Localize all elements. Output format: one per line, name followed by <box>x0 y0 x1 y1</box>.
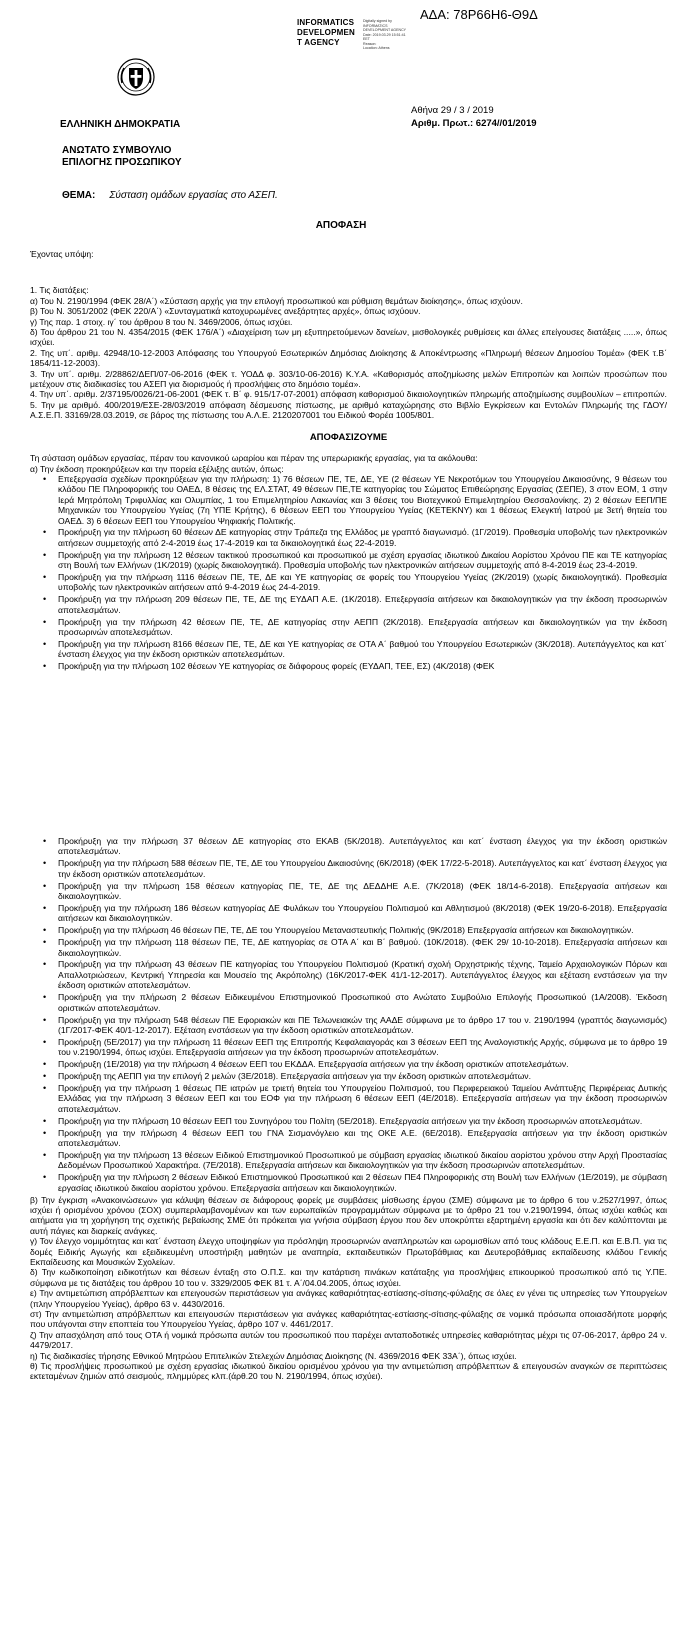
bullet-list-a <box>30 474 667 672</box>
signature-organization: INFORMATICS DEVELOPMEN T AGENCY <box>297 18 356 47</box>
ada-code: ΑΔΑ: 78Ρ66Η6-Θ9Δ <box>420 7 538 22</box>
greek-coat-of-arms-icon <box>116 57 156 97</box>
digital-signature <box>297 18 447 60</box>
list-item: • Προκήρυξη (1Ε/2018) για την πλήρωση 4 θέσεων ΕΕΠ του ΕΚΔΔΑ. Επεξεργασία αιτήσεων για την έκδοση οριστικών αποτελεσμάτων. <box>30 1059 667 1069</box>
decision-intro: α) Την έκδοση προκηρύξεων και την πορεία εξέλιξης αυτών, όπως: <box>30 463 284 474</box>
provision-item: 1. Τις διατάξεις: <box>30 285 89 296</box>
date-block <box>411 104 537 130</box>
paragraph: γ) Τον έλεγχο νομιμότητας και κατ΄ ένσταση έλεγχο υποψηφίων για πρόσληψη προσωρινών αναπληρωτών και ωρομισθίων από τους κλάδους Ε.Ε.Π. και Ε.Β.Π. για τις δομές Ειδικής Αγωγής και εξειδικευμένη υποστήριξη μαθητών με αναπηρία, εκπαιδευτικών Πρωτοβάθμιας και Δευτεροβάθμιας εκπαίδευσης κλάδου Γενικής Εκπαίδευσης και Μουσικών Σχολείων. <box>30 1236 667 1267</box>
list-item: • Προκήρυξη για την πλήρωση 43 θέσεων ΠΕ κατηγορίας του Υπουργείου Πολιτισμού (Κρατική σχολή Ορχηστρικής τέχνης, Ταμείο Αρχαιολογικών Πόρων και Απαλλοτριώσεων, Κεντρική Υπηρεσία και Μουσείο της Ακρόπολης) (16Κ/2017-ΦΕΚ 41/1-12-2017). Αυτεπάγγελτος έλεγχος και εξέταση ενστάσεων για την έκδοση οριστικών αποτελεσμάτων. <box>30 959 667 990</box>
decision-intro: Τη σύσταση ομάδων εργασίας, πέραν του κανονικού ωραρίου και πέραν της υπερωριακής εργασίας, για τα ακόλουθα: <box>30 453 478 464</box>
paragraph: ε) Την αντιμετώπιση απρόβλεπτων και επειγουσών περιστάσεων για ανάγκες καθαριότητας-εστίασης-σίτισης-φύλαξης σε όλες εν γένει τις υπηρεσίες των Υπουργείων (πλην Υπουργείου Υγείας), άρθρο 63 ν. 4430/2016. <box>30 1288 667 1309</box>
list-item: • Προκήρυξη για την πλήρωση 102 θέσεων ΥΕ κατηγορίας σε διάφορους φορείς (ΕΥΔΑΠ, ΤΕΕ, ΕΣ) (4Κ/2018) (ΦΕΚ <box>30 661 667 671</box>
paragraph: θ) Τις προσλήψεις προσωπικού με σχέση εργασίας ιδιωτικού δικαίου ορισμένου χρόνου για την αντιμετώπιση απρόβλεπτων & επειγουσών αναγκών σε περιπτώσεις εκτεταμένων ζημιών από σεισμούς, πλημμύρες κλπ.(άρθ.20 του Ν. 2190/1994, όπως ισχύει). <box>30 1361 667 1382</box>
document-body-page2 <box>30 836 667 1382</box>
paragraph: ζ) Την απασχόληση από τους ΟΤΑ ή νομικά πρόσωπα αυτών του προσωπικού που παρέχει ανταποδοτικές υπηρεσίες καθαριότητας μέχρι τις 07-06-2017, άρθρο 24 ν. 4479/2017. <box>30 1329 667 1351</box>
we-decide-heading: ΑΠΟΦΑΣΙΖΟΥΜΕ <box>309 431 388 443</box>
decision-title: ΑΠΟΦΑΣΗ <box>315 220 367 231</box>
provision-item: 3. Την υπ΄. αριθμ. 2/28862/ΔΕΠ/07-06-2016 (ΦΕΚ τ. ΥΟΔΔ φ. 303/10-06-2016) Κ.Υ.Α. «Καθορισμός αποζημίωσης μελών Επιτροπών και λοιπών προσώπων που μετέχουν στις διαδικασίες του ΑΣΕΠ για διορισμούς ή προσλήψεις στο δημόσιο τομέα». <box>30 368 667 390</box>
list-item: • Προκήρυξη για την πλήρωση 8166 θέσεων ΠΕ, ΤΕ, ΔΕ και ΥΕ κατηγορίας σε ΟΤΑ Α΄ βαθμού του Υπουργείου Εσωτερικών (3Κ/2018). Αυτεπάγγελτος και κατ΄ ένσταση έλεγχος για την έκδοση οριστικών αποτελεσμάτων. <box>30 639 667 660</box>
paragraph: η) Τις διαδικασίες τήρησης Εθνικού Μητρώου Επιτελικών Στελεχών Δημόσιας Διοίκησης (Ν. 4369/2016 ΦΕΚ 33Α΄), όπως ισχύει. <box>30 1350 517 1361</box>
bullet-list-b <box>30 836 667 1193</box>
having-regard: Έχοντας υπόψη: <box>30 249 94 259</box>
list-item: • Προκήρυξη για την πλήρωση 209 θέσεων ΠΕ, ΤΕ, ΔΕ της ΕΥΔΑΠ Α.Ε. (1Κ/2018). Επεξεργασία αιτήσεων και δικαιολογητικών για την έκδοση προσωρινών αποτελεσμάτων. <box>30 594 667 615</box>
tail-paragraphs <box>30 1195 667 1382</box>
list-item: • Προκήρυξη για την πλήρωση 13 θέσεων Ειδικού Επιστημονικού Προσωπικού με σύμβαση εργασίας ιδιωτικού δικαίου αορίστου χρόνου στην Αρχή Προστασίας Δεδομένων Προσωπικού Χαρακτήρα. (7Ε/2018). Επεξεργασία αιτήσεων και δικαιολογητικών για την έκδοση προσωρινών αποτελεσμάτων. <box>30 1150 667 1171</box>
provision-item: δ) Του άρθρου 21 του Ν. 4354/2015 (ΦΕΚ 176/Α΄) «Διαχείριση των μη εξυπηρετούμενων δανείων, μισθολογικές ρυθμίσεις και άλλες επείγουσες διατάξεις .....», όπως ισχύει. <box>30 327 667 348</box>
list-item: • Προκήρυξη για την πλήρωση 1116 θέσεων ΠΕ, ΤΕ, ΔΕ και ΥΕ κατηγορίας σε φορείς του Υπουργείου Υγείας (2Κ/2019) (χωρίς δικαιολογητικά). Προθεσμία υποβολής των ηλεκτρονικών αιτήσεων από 9-4-2019 έως 24-4-2019. <box>30 572 667 593</box>
paragraph: στ) Την αντιμετώπιση απρόβλεπτων και επειγουσών περιστάσεων για ανάγκες καθαριότητας-εστίασης-σίτισης-φύλαξης σε νομικά πρόσωπα οποιασδήποτε μορφής που υπάγονται στην εποπτεία του Υπουργείου Υγείας, άρθρο 107 ν. 4461/2017. <box>30 1308 667 1330</box>
signature-details: Digitally signed by INFORMATICS DEVELOPMENT AGENCY Date: 2019.03.29 15:51:41 EET Reason: Location: Athens <box>363 19 407 50</box>
provisions-list <box>30 285 667 420</box>
protocol-number: Αριθμ. Πρωτ.: 6274//01/2019 <box>411 118 537 129</box>
list-item: • Προκήρυξη για την πλήρωση 186 θέσεων κατηγορίας ΔΕ Φυλάκων του Υπουργείου Πολιτισμού και Αθλητισμού (8Κ/2018) (ΦΕΚ 19/20-6-2018). Επεξεργασία αιτήσεων και δικαιολογητικών. <box>30 903 667 924</box>
list-item: • Προκήρυξη για την πλήρωση 4 θέσεων ΕΕΠ του ΓΝΑ Σισμανόγλειο και της ΟΚΕ Α.Ε. (6Ε/2018). Επεξεργασία αιτήσεων για την έκδοση οριστικών αποτελεσμάτων. <box>30 1128 667 1149</box>
list-item: • Προκήρυξη για την πλήρωση 158 θέσεων κατηγορίας ΠΕ, ΤΕ, ΔΕ της ΔΕΔΔΗΕ Α.Ε. (7Κ/2018) (ΦΕΚ 18/14-6-2018). Επεξεργασία αιτήσεων και δικαιολογητικών. <box>30 881 667 902</box>
list-item: • Προκήρυξη για την πλήρωση 60 θέσεων ΔΕ κατηγορίας στην Τράπεζα της Ελλάδος με γραπτό διαγωνισμό. (1Γ/2019). Προθεσμία υποβολής των ηλεκτρονικών αιτήσεων συμμετοχής από 2-4-2019 έως 17-4-2019 και τα δικαιολογητικά έως 22-4-2019. <box>30 527 667 548</box>
republic-label: ΕΛΛΗΝΙΚΗ ΔΗΜΟΚΡΑΤΙΑ <box>60 119 181 130</box>
list-item: • Προκήρυξη για την πλήρωση 588 θέσεων ΠΕ, ΤΕ, ΔΕ του Υπουργείου Δικαιοσύνης (6Κ/2018) (ΦΕΚ 17/22-5-2018). Αυτεπάγγελτος και κατ΄ ένσταση έλεγχος για την έκδοση οριστικών αποτελεσμάτων. <box>30 858 667 879</box>
provision-item: γ) Της παρ. 1 στοιχ. ιγ΄ του άρθρου 8 του Ν. 3469/2006, όπως ισχύει. <box>30 316 293 327</box>
paragraph: β) Την έγκριση «Ανακοινώσεων» για κάλυψη θέσεων σε διάφορους φορείς με συμβάσεις μίσθωσης έργου (ΣΜΕ) σύμφωνα με το άρθρο 6 του ν.2527/1997, όπως ισχύει ή ορισμένου χρόνου (ΣΟΧ) συμπεριλαμβανομένων και των ευρωπαϊκών προγραμμάτων σύμφωνα με το άρθρο 21 του ν.2190/1994, όπως ισχύει καθώς και αιτήματα για τη χορήγηση της σχετικής βεβαίωσης ΣΜΕ ότι πρόκειται για γνήσια σύμβαση έργου που δεν υποκρύπτει εξαρτημένη εργασία και ότι δεν καλύπτονται με αυτή πάγιες και διαρκείς ανάγκες. <box>30 1194 667 1236</box>
paragraph: δ) Την κωδικοποίηση ειδικοτήτων και θέσεων ένταξη στο Ο.Π.Σ. και την κατάρτιση πινάκων κατάταξης για προσλήψεις επικουρικού προσωπικού από τις Υ.ΠΕ. σύμφωνα με τις διατάξεις του άρθρου 10 του ν. 3329/2005 ΦΕΚ 81 τ. Α΄/04.04.2005, όπως ισχύει. <box>30 1267 667 1288</box>
provision-item: 4. Την υπ΄. αριθμ. 2/37195/0026/21-06-2001 (ΦΕΚ τ. Β΄ φ. 915/17-07-2001) απόφαση καθορισμού δικαιολογητικών πληρωμής αποζημίωσης συμβουλίων – επιτροπών. <box>30 389 667 400</box>
list-item: • Προκήρυξη για την πλήρωση 12 θέσεων τακτικού προσωπικού και προσωπικού με σχέση εργασίας ιδιωτικού Δικαίου Αορίστου Χρόνου ΠΕ και ΤΕ κατηγορίας στη Βουλή των Ελλήνων (1Κ/2019) (χωρίς δικαιολογητικά). Προθεσμία υποβολής των ηλεκτρονικών αιτήσεων συμμετοχής από 8-4-2019 έως 23-4-2019. <box>30 550 667 571</box>
list-item: • Προκήρυξη για την πλήρωση 118 θέσεων ΠΕ, ΤΕ, ΔΕ κατηγορίας σε ΟΤΑ Α΄ και Β΄ βαθμού. (10Κ/2018). (ΦΕΚ 29/ 10-10-2018). Επεξεργασία αιτήσεων και δικαιολογητικών. <box>30 937 667 958</box>
provision-item: 5. Την με αριθμό. 400/2019/ΕΣΕ-28/03/2019 απόφαση δέσμευσης πίστωσης, με αριθμό καταχώρησης στο Βιβλίο Εγκρίσεων και Εντολών Πληρωμής της ΓΔΟΥ/Α.Σ.Ε.Π. 33169/28.03.2019, σε βάρος της πίστωσης του Α.Λ.Ε. 2120207001 του Ειδικού Φορέα 1005/801. <box>30 399 667 421</box>
provision-item: β) Του Ν. 3051/2002 (ΦΕΚ 220/Α΄) «Συνταγματικά κατοχυρωμένες ανεξάρτητες αρχές», όπως ισχύουν. <box>30 306 421 317</box>
list-item: • Προκήρυξη για την πλήρωση 46 θέσεων ΠΕ, ΤΕ, ΔΕ του Υπουργείου Μεταναστευτικής Πολιτικής (9Κ/2018) Επεξεργασία αιτήσεων και δικαιολογητικών. <box>30 925 667 935</box>
subject-line <box>62 190 278 201</box>
document-body <box>30 249 667 673</box>
list-item: • Προκήρυξη για την πλήρωση 2 θέσεων Ειδικευμένου Επιστημονικού Προσωπικού στο Ανώτατο Συμβούλιο Επιλογής Προσωπικού (1Α/2008). Έκδοση οριστικών αποτελεσμάτων. <box>30 992 667 1013</box>
list-item: • Προκήρυξη για την πλήρωση 548 θέσεων ΠΕ Εφοριακών και ΠΕ Τελωνειακών της ΑΑΔΕ σύμφωνα με το άρθρο 17 του ν. 2190/1994 (γραπτός διαγωνισμός) (1Γ/2017-ΦΕΚ 40/1-12-2017). Εξέταση ενστάσεων για την έκδοση οριστικών αποτελεσμάτων. <box>30 1015 667 1036</box>
list-item: • Προκήρυξη για την πλήρωση 2 θέσεων Ειδικού Επιστημονικού Προσωπικού και 2 θέσεων ΠΕ4 Πληροφορικής στη Βουλή των Ελλήνων (1Ε/2019), με σύμβαση εργασίας ιδιωτικού δικαίου αορίστου χρόνου. Επεξεργασία αιτήσεων και δικαιολογητικών. <box>30 1172 667 1193</box>
list-item: • Προκήρυξη για την πλήρωση 10 θέσεων ΕΕΠ του Συνηγόρου του Πολίτη (5Ε/2018). Επεξεργασία αιτήσεων για την έκδοση προσωρινών αποτελεσμάτων. <box>30 1116 667 1126</box>
list-item: • Προκήρυξη για την πλήρωση 37 θέσεων ΔΕ κατηγορίας στο ΕΚΑΒ (5Κ/2018). Αυτεπάγγελτος και κατ΄ ένσταση έλεγχος για την έκδοση οριστικών αποτελεσμάτων. <box>30 836 667 857</box>
council-name: ΑΝΩΤΑΤΟ ΣΥΜΒΟΥΛΙΟ ΕΠΙΛΟΓΗΣ ΠΡΟΣΩΠΙΚΟΥ <box>62 145 182 168</box>
subject-label: ΘΕΜΑ: <box>62 190 96 201</box>
document-date: Αθήνα 29 / 3 / 2019 <box>411 105 494 116</box>
provision-item: 2. Της υπ΄. αριθμ. 42948/10-12-2003 Απόφασης του Υπουργού Εσωτερικών Δημόσιας Διοίκησης & Αποκέντρωσης «Πληρωμή θέσεων Δημοσίου Τομέα» (ΦΕΚ τ.Β΄ 1854/11-12-2003). <box>30 347 667 369</box>
list-item: • Προκήρυξη για την πλήρωση 42 θέσεων ΠΕ, ΤΕ, ΔΕ κατηγορίας στην ΑΕΠΠ (2Κ/2018). Επεξεργασία αιτήσεων και δικαιολογητικών για την έκδοση προσωρινών αποτελεσμάτων. <box>30 617 667 638</box>
list-item: • Επεξεργασία σχεδίων προκηρύξεων για την πλήρωση: 1) 76 θέσεων ΠΕ, ΤΕ, ΔΕ, ΥΕ (2 θέσεων ΥΕ Νεκροτόμων του Υπουργείου Δικαιοσύνης, 9 θέσεων του κλάδου ΠΕ Πληροφορικής του ΟΑΕΔ, 8 θέσεις της ΕΛ.ΣΤΑΤ, 49 θέσεων ΠΕ,ΤΕ κατηγορίας του Σώματος Επιθεώρησης Εργασίας (ΣΕΠΕ), 3 στον ΕΟΜ, 1 στην Ιερά Μητρόπολη Τριφυλλίας και Ολυμπίας, 1 του Επιμελητηρίου Λακωνίας και 3 θέσεις του Βιοτεχνικού Επιμελητηρίου Θεσσαλονίκης. 2) 2 θέσεων ΕΕΠ/ΠΕ Μηχανικών του Υπουργείου Υγείας (7η ΥΠΕ Κρήτης), 6 θέσεων ΕΕΠ του Υπουργείου Υγείας (ΚΕΤΕΚΝΥ) και 1 θέσεως Ελεγκτή Ιατρού με 3ετή θητεία του ΟΑΕΔ. 3) 6 θέσεων ΕΕΠ του Υπουργείου Ψηφιακής Πολιτικής. <box>30 474 667 526</box>
list-item: • Προκήρυξη της ΑΕΠΠ για την επιλογή 2 μελών (3Ε/2018). Επεξεργασία αιτήσεων για την έκδοση οριστικών αποτελεσμάτων. <box>30 1071 667 1081</box>
list-item: • Προκήρυξη (5Ε/2017) για την πλήρωση 11 θέσεων ΕΕΠ της Επιτροπής Κεφαλαιαγοράς και 3 θέσεων ΕΕΠ της Αναλογιστικής Αρχής, σύμφωνα με το άρθρο 19 του ν.2190/1994, όπως ισχύει. Επεξεργασία αιτήσεων για την έκδοση προσωρινών αποτελεσμάτων. <box>30 1037 667 1058</box>
subject-text: Σύσταση ομάδων εργασίας στο ΑΣΕΠ. <box>109 190 278 201</box>
provision-item: α) Του Ν. 2190/1994 (ΦΕΚ 28/Α΄) «Σύσταση αρχής για την επιλογή προσωπικού και ρύθμιση θεμάτων διοίκησης», όπως ισχύουν. <box>30 295 523 306</box>
list-item: • Προκήρυξη για την πλήρωση 1 θέσεως ΠΕ ιατρών με τριετή θητεία του Υπουργείου Πολιτισμού, του Περιφερειακού Ταμείου Ανάπτυξης Περιφέρειας Δυτικής Ελλάδας για την πλήρωση 3 θέσεων ΕΕΠ και του ΕΟΦ για την πλήρωση 6 θέσεων ΕΕΠ (4Ε/2018). Επεξεργασία αιτήσεων για την έκδοση προσωρινών αποτελεσμάτων. <box>30 1083 667 1114</box>
